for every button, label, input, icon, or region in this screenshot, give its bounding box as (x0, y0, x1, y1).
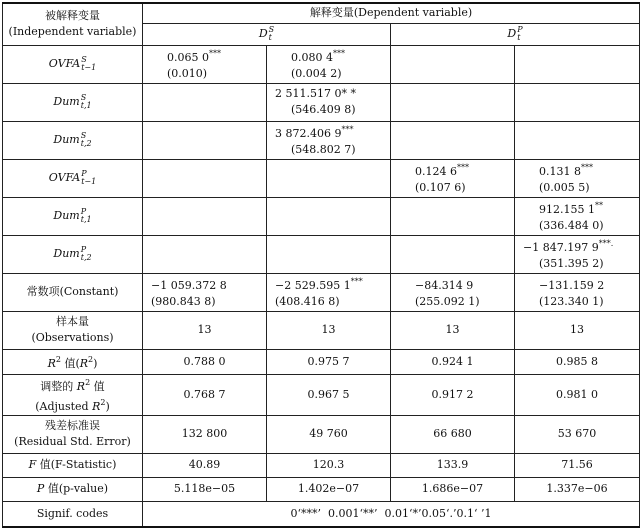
signif-codes-value: 0‘***’ 0.001‘**’ 0.01‘*’0.05‘.’0.1‘ ’1 (143, 501, 640, 527)
cell-c4: 1.337e−06 (515, 477, 640, 501)
row-residual-std-error (3, 415, 640, 453)
cell-c3: 0.124 6*** (0.107 6) (391, 159, 515, 197)
row-label: OVFA P t−1 (3, 159, 143, 197)
cell-c1: 5.118e−05 (143, 477, 267, 501)
cell-c2 (267, 159, 391, 197)
cell-c1 (143, 121, 267, 159)
cell-c4: −1 847.197 9***. (351.395 2) (515, 235, 640, 273)
cell-c2: 0.975 7 (267, 349, 391, 374)
cell-c3: 1.686e−07 (391, 477, 515, 501)
cell-c1: 0.065 0*** (0.010) (143, 45, 267, 83)
row-label: $R^2$ 值$(R^2)$ (3, 349, 143, 374)
cell-c4 (515, 83, 640, 121)
row-label: Signif. codes (3, 501, 143, 527)
cell-c1: 40.89 (143, 453, 267, 477)
row-dum-s2 (3, 121, 640, 159)
cell-c4: 0.981 0 (515, 374, 640, 415)
cell-c3 (391, 235, 515, 273)
row-dum-p1 (3, 197, 640, 235)
row-label: Dum P t,1 (3, 197, 143, 235)
cell-c1: 0.768 7 (143, 374, 267, 415)
cell-c2: 0.080 4*** (0.004 2) (267, 45, 391, 83)
cell-c1: 13 (143, 311, 267, 349)
cell-c4: 13 (515, 311, 640, 349)
cell-c3 (391, 197, 515, 235)
header-dependent-variable: 解释变量(Dependent variable) (143, 3, 640, 23)
cell-c3 (391, 45, 515, 83)
cell-c1 (143, 197, 267, 235)
row-label: 常数项(Constant) (3, 273, 143, 311)
cell-c2: 49 760 (267, 415, 391, 453)
cell-c3: 133.9 (391, 453, 515, 477)
header-col-dp: D P t (391, 23, 640, 45)
cell-c4 (515, 45, 640, 83)
cell-c1 (143, 83, 267, 121)
cell-c2: 1.402e−07 (267, 477, 391, 501)
row-label: F 值(F-Statistic) (3, 453, 143, 477)
cell-c4: 53 670 (515, 415, 640, 453)
row-label: Dum S t,2 (3, 121, 143, 159)
row-ovfa-s (3, 45, 640, 83)
row-constant (3, 273, 640, 311)
cell-c1: 0.788 0 (143, 349, 267, 374)
row-signif-codes (3, 501, 640, 527)
row-f-statistic (3, 453, 640, 477)
cell-c3: 0.917 2 (391, 374, 515, 415)
cell-c3: 66 680 (391, 415, 515, 453)
row-label: 残差标准误 (Residual Std. Error) (3, 415, 143, 453)
row-dum-s1 (3, 83, 640, 121)
cell-c4: −131.159 2 (123.340 1) (515, 273, 640, 311)
cell-c4: 71.56 (515, 453, 640, 477)
cell-c1: −1 059.372 8 (980.843 8) (143, 273, 267, 311)
cell-c3: 13 (391, 311, 515, 349)
cell-c3 (391, 121, 515, 159)
row-label: Dum S t,1 (3, 83, 143, 121)
cell-c2 (267, 235, 391, 273)
cell-c1 (143, 235, 267, 273)
row-label: 调整的 $R^2$ 值 (Adjusted $R^2$) (3, 374, 143, 415)
row-observations (3, 311, 640, 349)
cell-c2: 3 872.406 9*** (548.802 7) (267, 121, 391, 159)
row-ovfa-p (3, 159, 640, 197)
cell-c1: 132 800 (143, 415, 267, 453)
row-label: P 值(p-value) (3, 477, 143, 501)
header-left-line2: (Independent variable) (8, 25, 137, 39)
cell-c2: −2 529.595 1*** (408.416 8) (267, 273, 391, 311)
header-independent-variable (3, 3, 143, 45)
header-col-ds: D S t (143, 23, 391, 45)
row-label: OVFA S t−1 (3, 45, 143, 83)
row-dum-p2 (3, 235, 640, 273)
cell-c3: −84.314 9 (255.092 1) (391, 273, 515, 311)
regression-table (2, 2, 640, 528)
cell-c2: 2 511.517 0* * (546.409 8) (267, 83, 391, 121)
row-r2 (3, 349, 640, 374)
row-label: 样本量 (Observations) (3, 311, 143, 349)
cell-c2 (267, 197, 391, 235)
row-label: Dum P t,2 (3, 235, 143, 273)
cell-c3: 0.924 1 (391, 349, 515, 374)
cell-c4 (515, 121, 640, 159)
cell-c4: 0.985 8 (515, 349, 640, 374)
header-left-line1: 被解释变量 (45, 9, 100, 23)
cell-c4: 0.131 8*** (0.005 5) (515, 159, 640, 197)
row-p-value (3, 477, 640, 501)
cell-c2: 0.967 5 (267, 374, 391, 415)
cell-c4: 912.155 1** (336.484 0) (515, 197, 640, 235)
cell-c1 (143, 159, 267, 197)
row-adjusted-r2 (3, 374, 640, 415)
cell-c3 (391, 83, 515, 121)
cell-c2: 120.3 (267, 453, 391, 477)
cell-c2: 13 (267, 311, 391, 349)
